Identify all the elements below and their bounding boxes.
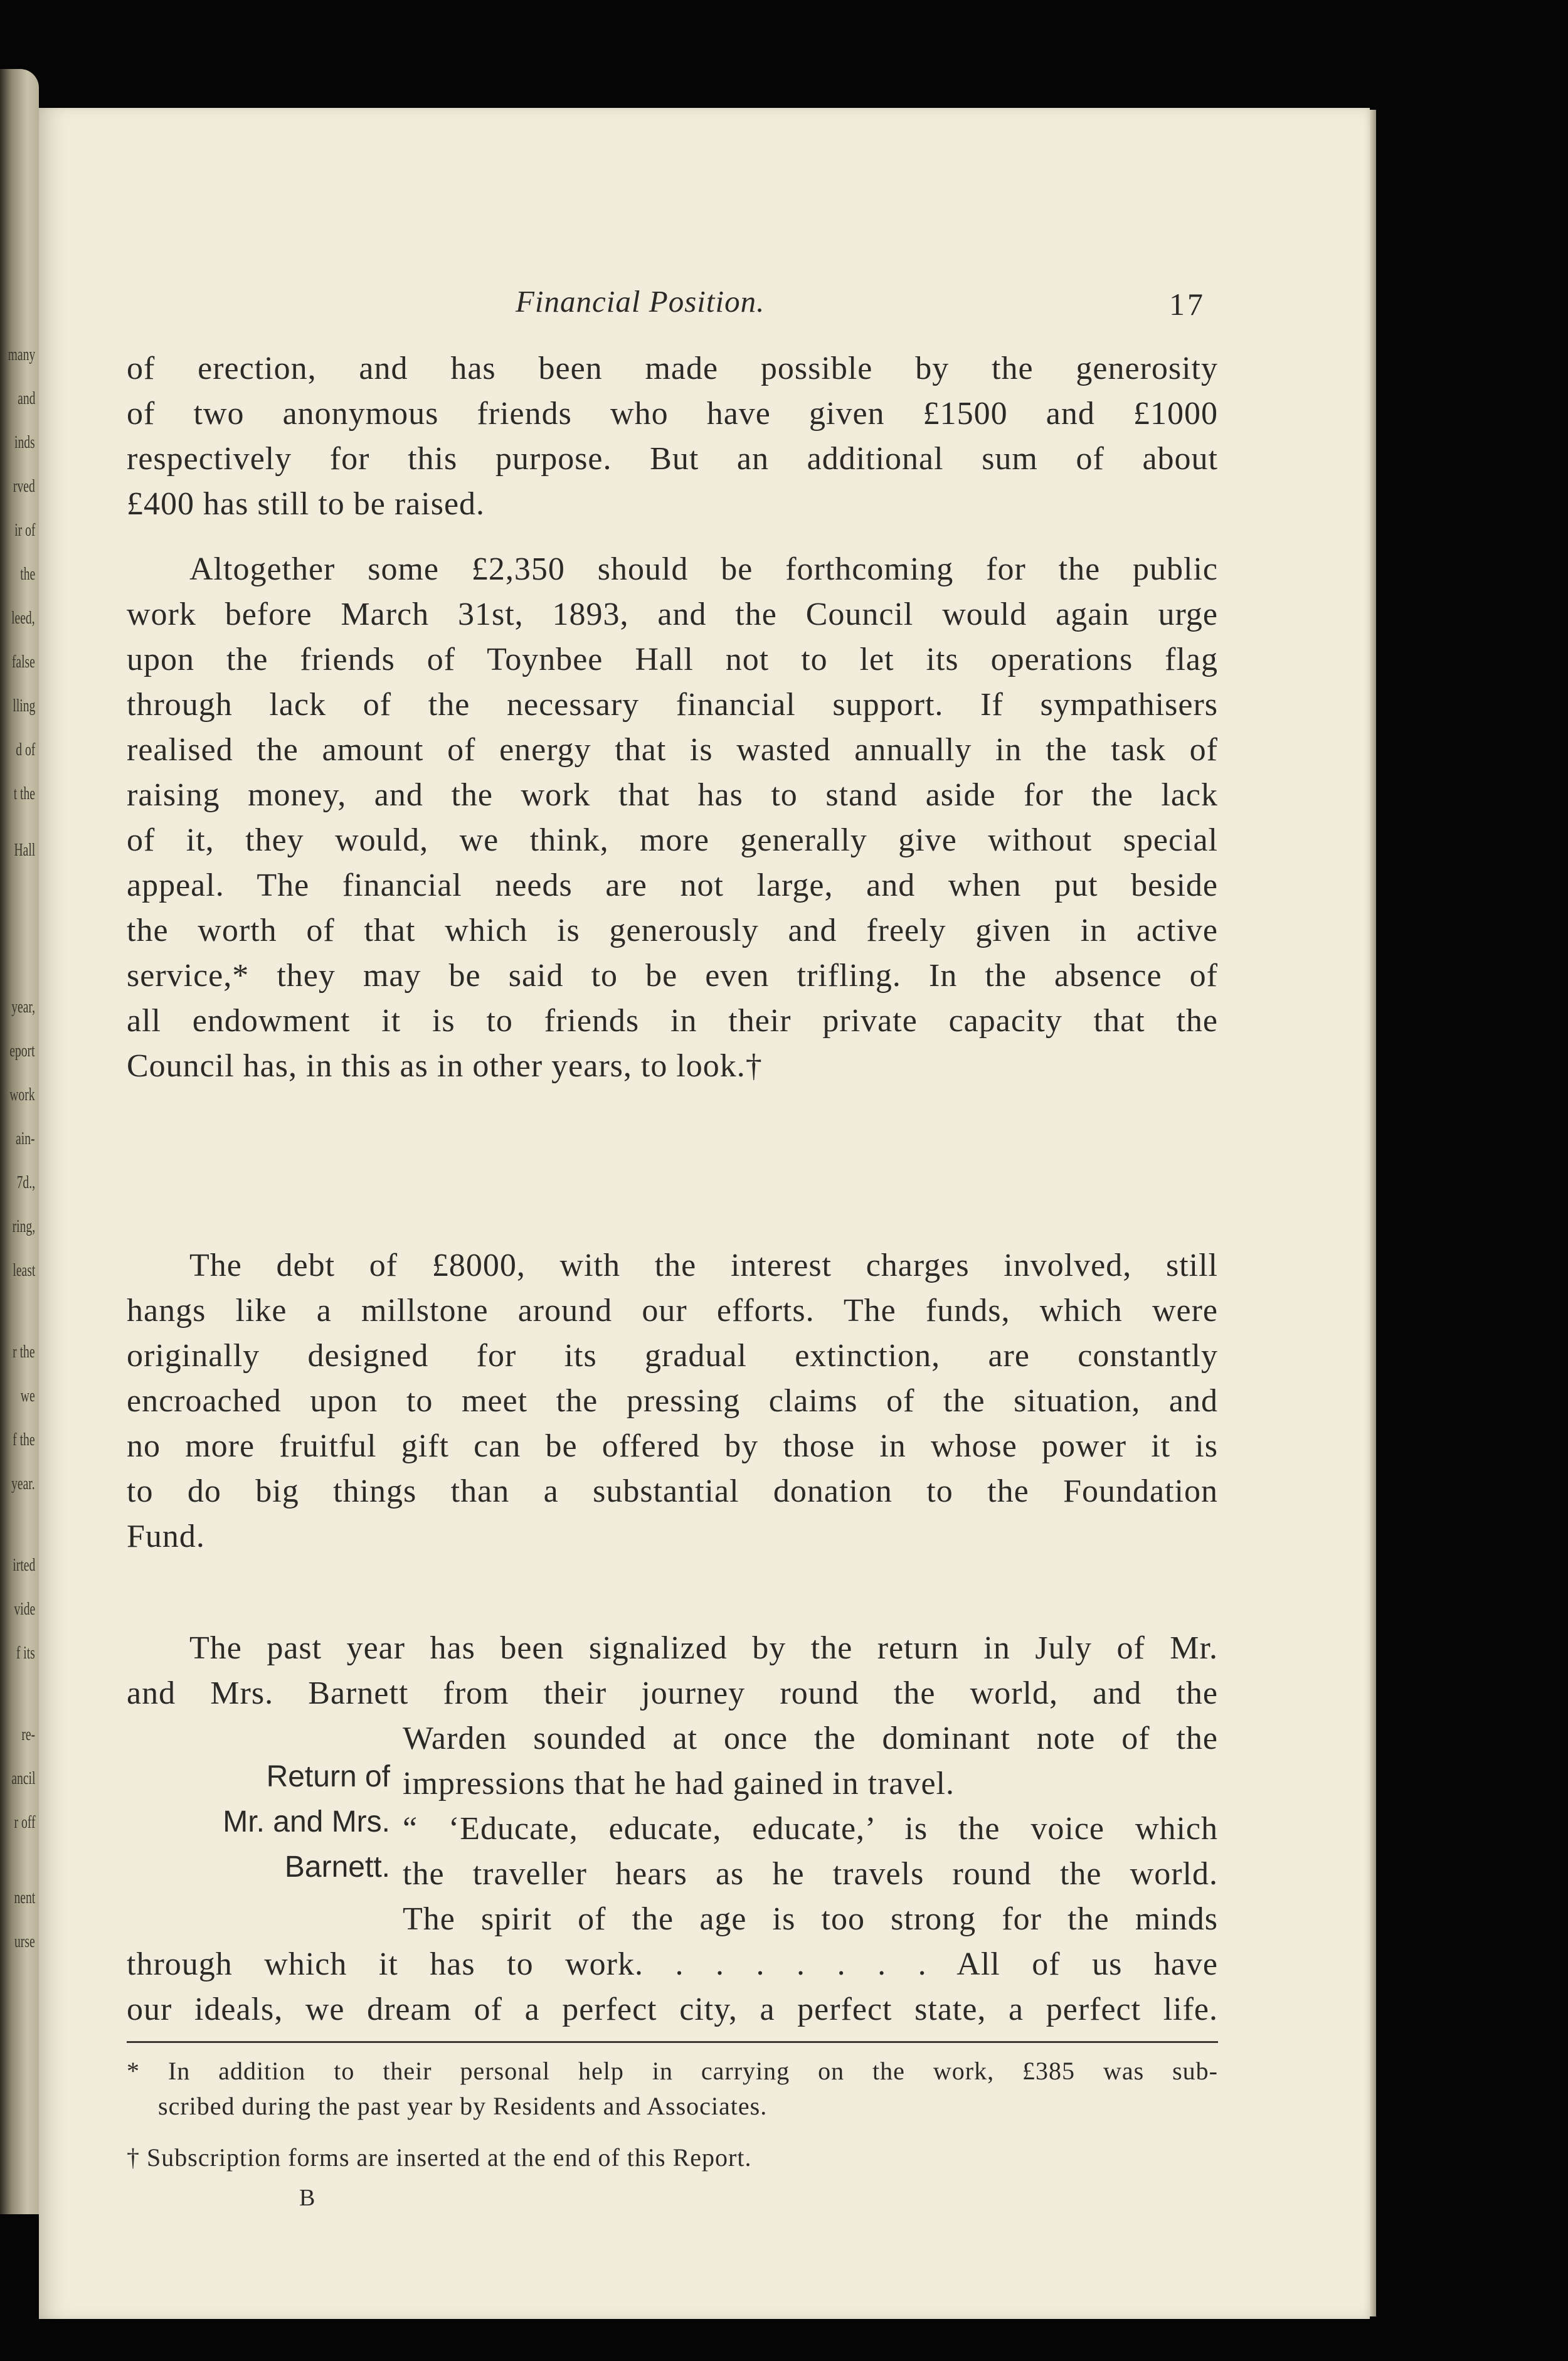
facing-page-fragment: irted — [13, 1556, 35, 1575]
text-line: upon the friends of Toynbee Hall not to let its operations flag — [127, 642, 1218, 677]
sidenote-line: Mr. and Mrs. — [223, 1805, 390, 1838]
text-line: encroached upon to meet the pressing claims of the situation, and — [127, 1383, 1218, 1419]
paragraph-public-work-appeal — [127, 547, 1218, 1089]
sidenote-line: Barnett. — [284, 1850, 390, 1884]
text-line: hangs like a millstone around our efforts. The funds, which were — [127, 1293, 1218, 1329]
facing-page-fragment: rved — [13, 477, 35, 496]
facing-page-fragment: r the — [13, 1342, 35, 1362]
text-line: of two anonymous friends who have given £1500 and £1000 — [127, 396, 1218, 432]
text-line: no more fruitful gift can be offered by those in whose power it is — [127, 1428, 1218, 1464]
facing-page-fragment: urse — [14, 1932, 35, 1951]
text-line: originally designed for its gradual extinction, are constantly — [127, 1338, 1218, 1374]
facing-page-fragment: we — [21, 1386, 35, 1406]
facing-page-fragment: 7d., — [16, 1173, 35, 1192]
text-line: £400 has still to be raised. — [127, 486, 485, 522]
text-line: raising money, and the work that has to stand aside for the lack — [127, 777, 1218, 813]
text-line: Warden sounded at once the dominant note of the — [403, 1721, 1218, 1756]
facing-page-fragment: lling — [13, 696, 35, 716]
facing-page-fragment: ancil — [11, 1769, 35, 1788]
facing-page-fragment: false — [11, 652, 35, 672]
narrow-text-column — [403, 1716, 1218, 1942]
text-line: Fund. — [127, 1519, 205, 1554]
text-line: appeal. The financial needs are not large, and when put beside — [127, 867, 1218, 903]
facing-page-fragment: ring, — [12, 1217, 35, 1236]
footnote-subscription-forms — [127, 2140, 1218, 2175]
text-line: and Mrs. Barnett from their journey round the world, and the — [127, 1675, 1218, 1711]
text-line: all endowment it is to friends in their private capacity that the — [127, 1003, 1218, 1039]
text-line: realised the amount of energy that is wasted annually in the task of — [127, 732, 1218, 768]
running-head — [127, 284, 1218, 327]
text-line: our ideals, we dream of a perfect city, a perfect state, a perfect life. — [127, 1992, 1218, 2027]
text-line: through lack of the necessary financial support. If sympathisers — [127, 687, 1218, 723]
paragraph-debt — [127, 1243, 1218, 1559]
text-line: impressions that he had gained in travel. — [403, 1766, 955, 1801]
footnote-residents-help — [127, 2054, 1218, 2124]
facing-page-fragment: vide — [14, 1600, 35, 1619]
paragraph-erection-funds — [127, 346, 1218, 527]
facing-page-fragment: f its — [16, 1643, 35, 1663]
facing-page-fragment: ain- — [16, 1129, 35, 1149]
facing-page-fragment: inds — [14, 433, 35, 452]
facing-page-fragment: nent — [14, 1888, 35, 1907]
facing-page-fragment: leed, — [11, 608, 35, 628]
sidenote-line: Return of — [266, 1760, 390, 1793]
text-line: of erection, and has been made possible by the generosity — [127, 351, 1218, 386]
footnote-rule — [127, 2041, 1218, 2043]
facing-page-fragment: t the — [13, 784, 35, 804]
text-line: of it, they would, we think, more generally give without special — [127, 822, 1218, 858]
facing-page-fragment: ir of — [14, 521, 35, 540]
facing-page-fragment: eport — [9, 1041, 35, 1061]
footnote-line: scribed during the past year by Residents and Associates. — [158, 2092, 768, 2120]
text-line: through which it has to work. . . . . . . . All of us have — [127, 1946, 1218, 1982]
facing-page-fragment: year. — [11, 1474, 35, 1494]
signature-mark: B — [299, 2185, 315, 2211]
running-head-title: Financial Position. — [516, 284, 765, 319]
facing-page-fragment: r off — [14, 1813, 35, 1832]
text-line: The debt of £8000, with the interest charges involved, still — [189, 1248, 1218, 1283]
facing-page-fragment: work — [9, 1085, 35, 1105]
text-line: “ ‘Educate, educate, educate,’ is the voice which — [403, 1811, 1218, 1847]
facing-page-fragment: re- — [21, 1725, 35, 1744]
book-page — [39, 108, 1370, 2319]
facing-page-fragment: least — [13, 1261, 35, 1280]
facing-page-fragment: d of — [15, 740, 35, 760]
text-line: The spirit of the age is too strong for the minds — [403, 1901, 1218, 1937]
text-line: service,* they may be said to be even trifling. In the absence of — [127, 958, 1218, 994]
footnote-line: † Subscription forms are inserted at the end of this Report. — [127, 2143, 752, 2172]
page-number: 17 — [1169, 287, 1205, 322]
text-line: the traveller hears as he travels round the world. — [403, 1856, 1218, 1892]
facing-page-fragment: many — [8, 345, 35, 364]
text-line: work before March 31st, 1893, and the Council would again urge — [127, 597, 1218, 632]
facing-page-fragment: f the — [13, 1430, 35, 1450]
page-fore-edge — [1370, 110, 1376, 2316]
facing-page-fragment: year, — [11, 997, 35, 1017]
text-line: Altogether some £2,350 should be forthcoming for the public — [189, 551, 1218, 587]
text-line: Council has, in this as in other years, to look.† — [127, 1048, 763, 1084]
marginal-sidenote — [127, 1754, 390, 1890]
facing-page-edge — [0, 69, 39, 2214]
text-line: to do big things than a substantial donation to the Foundation — [127, 1473, 1218, 1509]
facing-page-fragment: Hall — [14, 841, 35, 860]
footnote-line: * In addition to their personal help in carrying on the work, £385 was sub- — [127, 2057, 1218, 2085]
facing-page-fragment: the — [20, 565, 35, 584]
footnotes — [127, 2054, 1218, 2175]
text-line: respectively for this purpose. But an additional sum of about — [127, 441, 1218, 477]
text-line: The past year has been signalized by the return in July of Mr. — [189, 1630, 1218, 1666]
facing-page-fragment: and — [17, 389, 35, 408]
text-line: the worth of that which is generously and freely given in active — [127, 913, 1218, 948]
